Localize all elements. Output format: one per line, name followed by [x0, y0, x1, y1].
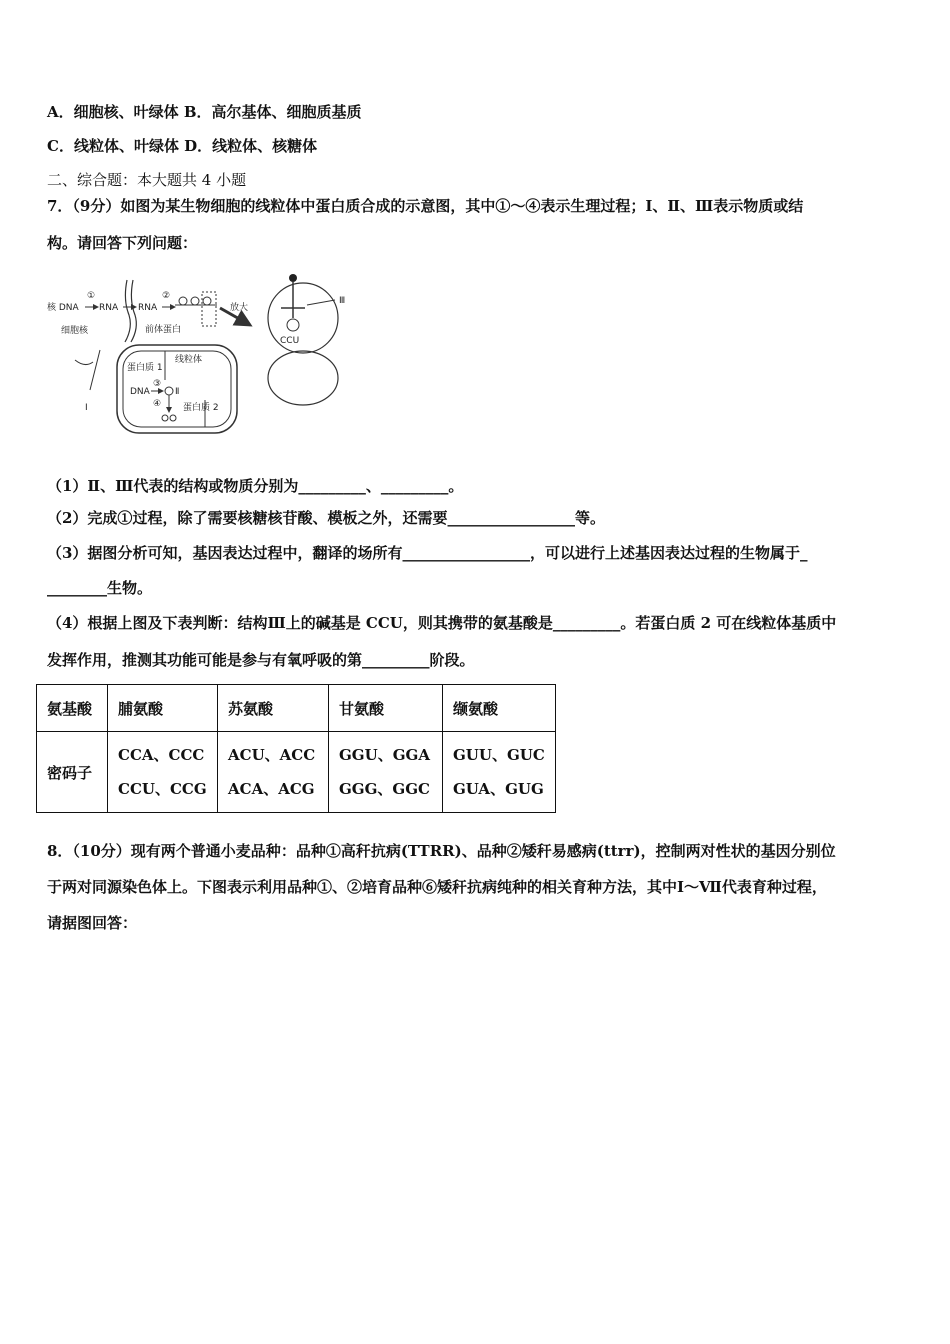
codon-text: CCA、CCC — [118, 746, 205, 764]
q7-sub3-line2: ________生物。 — [47, 579, 153, 597]
header-cell: 苏氨酸 — [218, 685, 329, 732]
header-cell: 缬氨酸 — [443, 685, 556, 732]
q7-sub4-line1: （4）根据上图及下表判断：结构Ⅲ上的碱基是 CCU，则其携带的氨基酸是_________。若蛋白质 2 可在线粒体基质中 — [47, 614, 837, 632]
label-step-4: ④ — [153, 399, 162, 409]
label-structure-II: Ⅱ — [175, 387, 180, 397]
row-label-cell: 密码子 — [37, 732, 108, 813]
label-step-2: ② — [162, 291, 171, 301]
codon-text: GUU、GUC — [453, 746, 545, 764]
mitochondria-protein-synthesis-diagram — [45, 270, 365, 450]
codon-cell — [443, 732, 556, 813]
label-precursor: 前体蛋白 — [145, 325, 182, 335]
header-cell: 甘氨酸 — [329, 685, 443, 732]
label-rna-2: RNA — [138, 303, 158, 313]
header-cell: 氨基酸 — [37, 685, 108, 732]
label-zoom: 放大 — [230, 303, 249, 313]
codon-table-header-row — [37, 685, 556, 732]
q7-stem-line1: 7．（9分）如图为某生物细胞的线粒体中蛋白质合成的示意图，其中①～④表示生理过程；Ⅰ、Ⅱ、Ⅲ表示物质或结 — [47, 197, 804, 215]
label-rna-1: RNA — [99, 303, 119, 313]
label-structure-III: Ⅲ — [339, 296, 346, 306]
codon-table-row — [37, 732, 556, 813]
codon-table — [36, 684, 556, 813]
header-cell: 脯氨酸 — [108, 685, 218, 732]
codon-cell — [108, 732, 218, 813]
codon-text: ACU、ACC — [228, 746, 316, 764]
label-mito-dna: DNA — [130, 387, 150, 397]
codon-text: GGU、GGA — [339, 746, 430, 764]
label-nucleus-dna: 核 DNA — [47, 303, 79, 313]
q7-sub2: （2）完成①过程，除了需要核糖核苷酸、模板之外，还需要_________________等。 — [47, 509, 605, 527]
codon-cell — [329, 732, 443, 813]
q8-line3: 请据图回答： — [47, 914, 138, 932]
q7-sub4-line2: 发挥作用，推测其功能可能是参与有氧呼吸的第_________阶段。 — [47, 651, 475, 669]
option-line-cd: C．线粒体、叶绿体 D．线粒体、核糖体 — [47, 137, 318, 155]
label-mitochondrion: 线粒体 — [175, 355, 203, 365]
label-step-1: ① — [87, 291, 96, 301]
label-ccu: CCU — [280, 336, 300, 346]
q7-sub3-line1: （3）据图分析可知，基因表达过程中，翻译的场所有_________________，可以进行上述基因表达过程的生物属于_ — [47, 544, 808, 562]
q7-sub1: （1）Ⅱ、Ⅲ代表的结构或物质分别为_________、_________。 — [47, 477, 464, 495]
option-line-ab: A．细胞核、叶绿体 B．高尔基体、细胞质基质 — [47, 103, 362, 121]
q7-figure — [45, 270, 365, 450]
codon-text: CCU、CCG — [118, 780, 207, 798]
label-nucleus: 细胞核 — [61, 326, 89, 336]
q8-line2: 于两对同源染色体上。下图表示利用品种①、②培育品种⑥矮秆抗病纯种的相关育种方法，其中Ⅰ～Ⅶ代表育种过程， — [47, 878, 827, 896]
section-heading: 二、综合题：本大题共 4 小题 — [47, 171, 247, 189]
codon-text: ACA、ACG — [228, 780, 315, 798]
codon-text: GGG、GGC — [339, 780, 430, 798]
q8-line1: 8．（10分）现有两个普通小麦品种：品种①高秆抗病(TTRR)、品种②矮秆易感病(ttrr)，控制两对性状的基因分别位 — [47, 842, 836, 860]
codon-text: GUA、GUG — [453, 780, 544, 798]
label-protein-1: 蛋白质 1 — [127, 363, 163, 373]
codon-cell — [218, 732, 329, 813]
q7-stem-line2: 构。请回答下列问题： — [47, 234, 198, 252]
label-structure-I: Ⅰ — [85, 403, 88, 413]
label-step-3: ③ — [153, 379, 162, 389]
label-protein-2: 蛋白质 2 — [183, 403, 219, 413]
